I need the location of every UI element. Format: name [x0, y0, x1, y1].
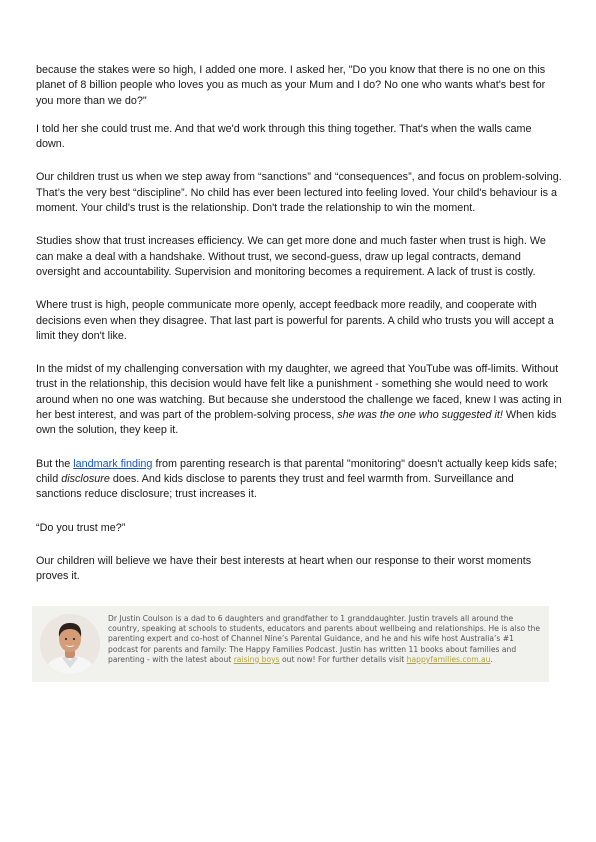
paragraph-text: Studies show that trust increases efficiency. We can get more done and much faster when trust is high. We can make a deal with a handshake. Without trust, we second-guess, draw up legal contracts, demand oversight and accountability. Supervision and monitoring becomes a requirement. A lack of trust is costly.: [36, 235, 546, 278]
happyfamilies-link[interactable]: happyfamilies.com.au: [406, 654, 491, 664]
paragraph: [36, 298, 562, 344]
quote-text: “Do you trust me?”: [36, 521, 126, 534]
paragraph-text: Our children trust us when we step away from “sanctions” and “consequences”, and focus on problem-solving. That’s the very best “discipline”. No child has ever been lectured into feeling loved. Your child's behaviour is a moment. Your child's trust is the relationship. Don't trade the relationship to win the moment.: [36, 171, 562, 215]
author-bio-text: [108, 614, 542, 665]
paragraph-text: When kids own the solution, they keep it.: [36, 409, 557, 437]
paragraph-text: I told her she could trust me. And that we'd work through this thing together. That's when the walls came down.: [36, 122, 532, 151]
bio-text: out now! For further details visit: [279, 654, 407, 664]
paragraph: [36, 362, 562, 438]
author-bio-box: [32, 606, 549, 682]
article-body: [36, 63, 562, 597]
paragraph: [36, 63, 562, 109]
quote: [36, 521, 562, 536]
paragraph: [36, 554, 562, 585]
paragraph-text: because the stakes were so high, I added one more. I asked her, "Do you know that there is no one on this planet of 8 billion people who loves you as much as your Mum and I do? No one who wants what's best for you more than we do?": [36, 64, 546, 107]
paragraph: [36, 170, 562, 216]
bio-text: Dr Justin Coulson is a dad to 6 daughters and grandfather to 1 granddaughter. Justin travels all around the country, speaking at schools to students, educators and parents about wellbeing and relationships. He is also the parenting expert and co-host of Channel Nine’s Parental Guidance, and he and his wife host Australia’s #1 podcast for parents and family: The Happy Families Podcast. Justin has written 11 books about families and parenting - with the latest about: [108, 614, 541, 664]
paragraph-text: In the midst of my challenging conversation with my daughter, we agreed that YouTube was off-limits. Without trust in the relationship, this decision would have felt like a punishment - something she would need to work around when no one was watching. But because she understood the challenge we faced, knew I was acting in her best interest, and was part of the problem-solving process,: [36, 363, 562, 422]
bio-text: .: [490, 654, 493, 664]
paragraph-text: But the: [36, 457, 74, 470]
paragraph: [36, 122, 562, 153]
paragraph-text: Where trust is high, people communicate more openly, accept feedback more readily, and cooperate with decisions even when they disagree. That last part is powerful for parents. A child who trusts you will accept a limit they don't like.: [36, 299, 554, 342]
paragraph-text: does. And kids disclose to parents they trust and feel warmth from. Surveillance and sanctions reduce disclosure; trust increases it.: [36, 472, 514, 501]
author-photo: [40, 614, 100, 674]
raising-boys-link[interactable]: raising boys: [233, 654, 280, 664]
emphasis-text: she was the one who suggested it!: [337, 409, 503, 422]
paragraph-text: from parenting research is that parental "monitoring" doesn't actually keep kids safe; child: [36, 457, 558, 485]
paragraph-text: Our children will believe we have their best interests at heart when our response to their worst moments proves it.: [36, 554, 532, 583]
paragraph: [36, 457, 562, 503]
author-portrait-icon: [40, 614, 100, 674]
landmark-finding-link[interactable]: landmark finding: [73, 457, 153, 470]
paragraph: [36, 234, 562, 280]
emphasis-text: disclosure: [61, 472, 110, 485]
